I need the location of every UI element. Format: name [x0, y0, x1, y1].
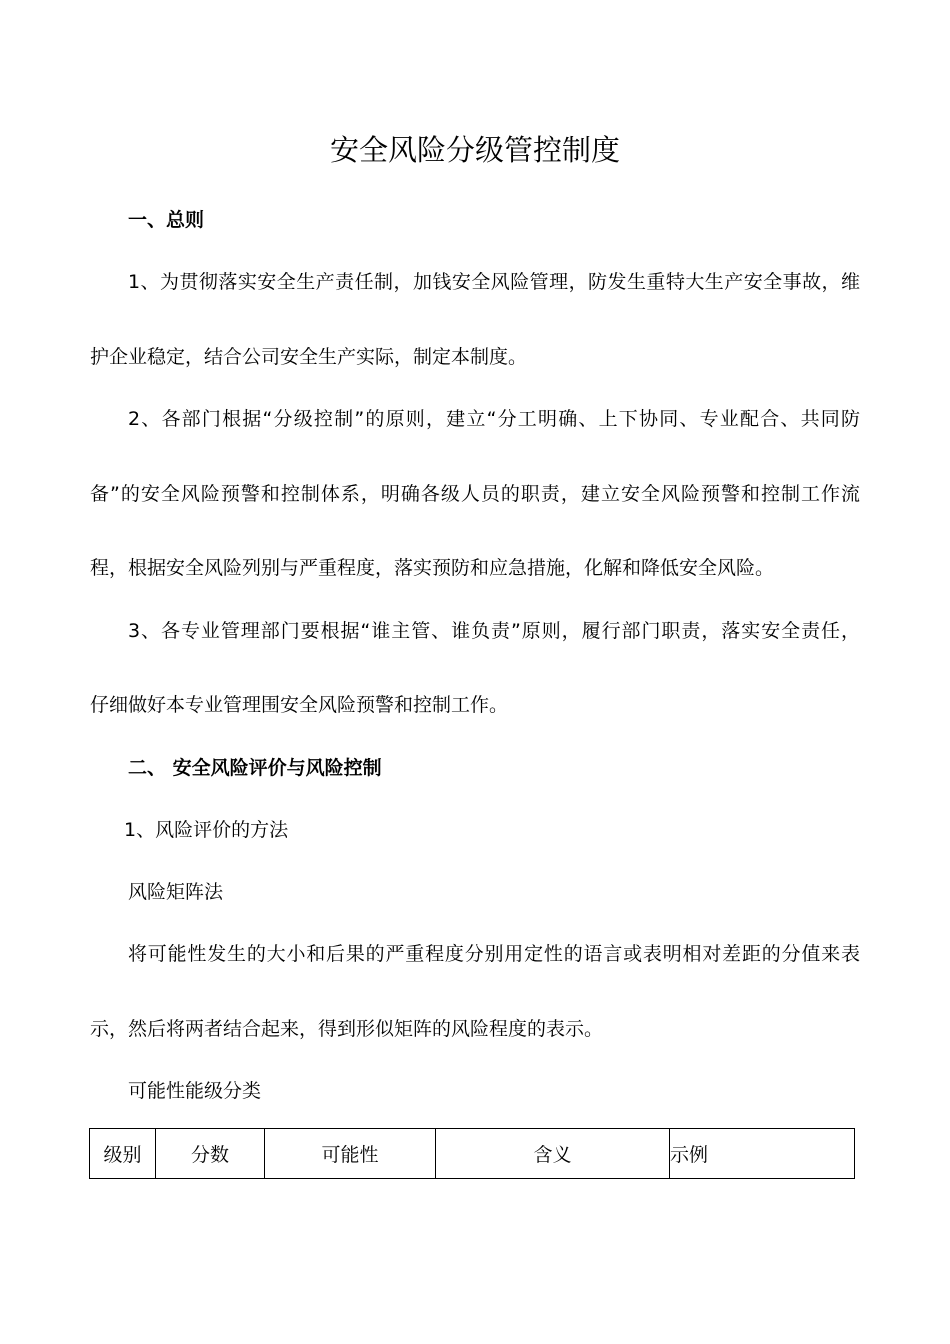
header-cell-example: 示例 [670, 1129, 855, 1179]
paragraph-1-line-1: 1、为贯彻落实安全生产责任制，加钱安全风险管理，防发生重特大生产安全事故，维 [128, 271, 860, 293]
paragraph-1-line-2: 护企业稳定，结合公司安全生产实际，制定本制度。 [90, 346, 528, 368]
section-heading-general: 一、总则 [128, 209, 205, 231]
paragraph-2-line-1: 2、各部门根据“分级控制”的原则，建立“分工明确、上下协同、专业配合、共同防 [128, 408, 860, 430]
table-header-row [90, 1129, 855, 1179]
method-description-line-2: 示，然后将两者结合起来，得到形似矩阵的风险程度的表示。 [90, 1018, 604, 1040]
paragraph-3-line-2: 仔细做好本专业管理围安全风险预警和控制工作。 [90, 694, 509, 716]
section-heading-risk-evaluation: 二、 安全风险评价与风险控制 [128, 757, 382, 779]
paragraph-3-line-1: 3、各专业管理部门要根据“谁主管、谁负责”原则，履行部门职责，落实安全责任， [128, 620, 860, 642]
method-name: 风险矩阵法 [128, 881, 224, 903]
paragraph-2-line-3: 程，根据安全风险列别与严重程度，落实预防和应急措施，化解和降低安全风险。 [90, 557, 775, 579]
header-cell-meaning: 含义 [436, 1129, 670, 1179]
header-cell-level: 级别 [90, 1129, 156, 1179]
header-cell-score: 分数 [156, 1129, 265, 1179]
document-title: 安全风险分级管控制度 [329, 133, 620, 167]
header-cell-possibility: 可能性 [265, 1129, 436, 1179]
likelihood-grade-table [89, 1128, 855, 1179]
method-description-line-1: 将可能性发生的大小和后果的严重程度分别用定性的语言或表明相对差距的分值来表 [128, 943, 860, 965]
paragraph-2-line-2: 备”的安全风险预警和控制体系，明确各级人员的职责，建立安全风险预警和控制工作流 [90, 483, 860, 505]
subheading-evaluation-method: 1、风险评价的方法 [124, 819, 289, 841]
table-caption: 可能性能级分类 [128, 1080, 262, 1102]
